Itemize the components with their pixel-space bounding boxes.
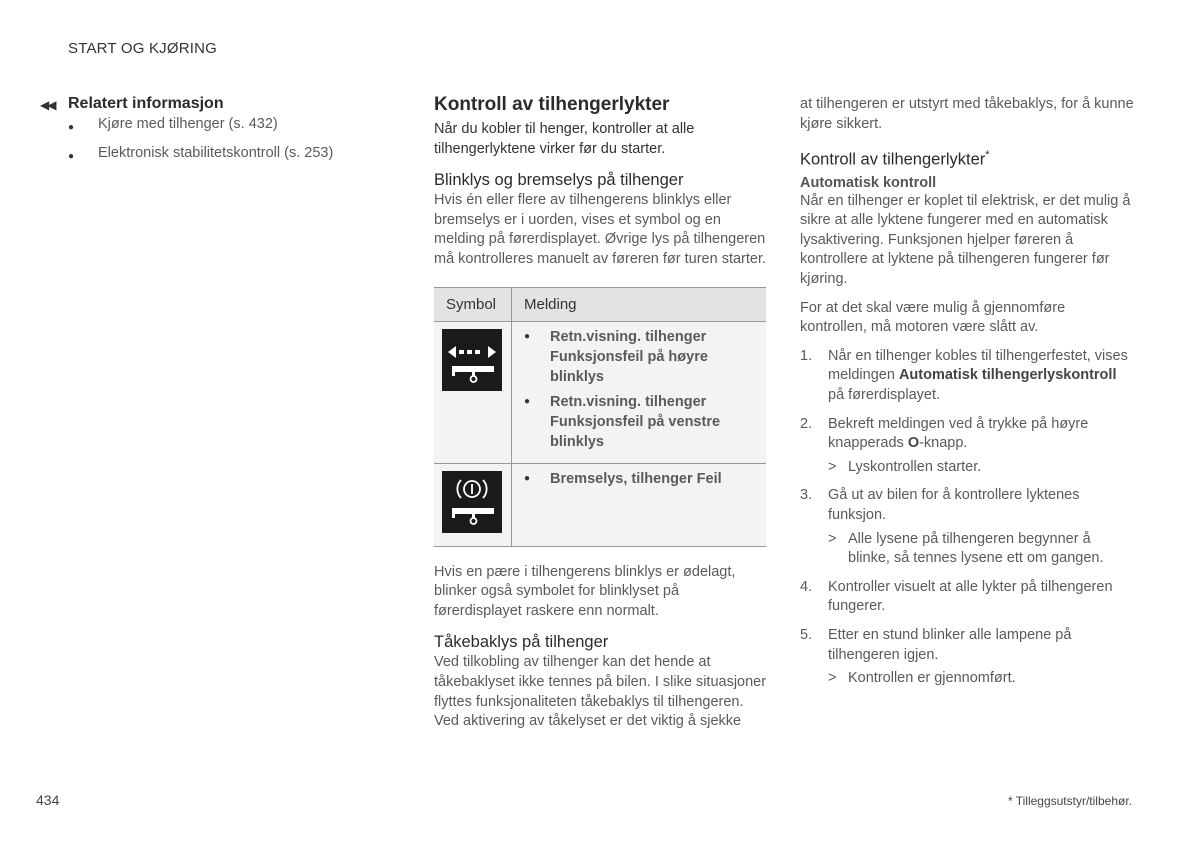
step-number: 5. [800,626,813,643]
turn-brake-text: Hvis én eller flere av tilhengerens blinklys eller bremselys er i uorden, vises et symbol og en melding på førerdisplayet. Øvrige lys på tilhengeren må kontrolleres manuelt av føreren før turen starter. [434,192,767,267]
step-item [800,486,1135,568]
step-number: 1. [800,347,813,364]
related-link-stability[interactable]: ● Elektronisk stabilitetskontroll (s. 253) [68,144,370,164]
related-info-title: Relatert informasjon [68,95,224,112]
column-main [434,94,769,732]
message-right-turn-fault: ● Retn.visning. tilhenger Funksjonsfeil på høyre blinklys [522,327,756,387]
table-header-symbol: Symbol [434,287,512,321]
trailer-brake-light-icon [442,471,502,533]
symbol-table [434,287,766,547]
step-item [800,626,1135,689]
auto-control-heading: Automatisk kontroll [800,174,937,191]
step-number: 2. [800,415,813,432]
related-info-icon: ◀◀ [40,98,55,112]
step-result: > Kontrollen er gjennomført. [828,669,1135,689]
step-message-name: Automatisk tilhengerlyskontroll [898,367,1117,384]
message-list [522,469,756,489]
related-list [68,115,370,163]
auto-check-title: Kontroll av tilhengerlykter [800,150,986,169]
turn-brake-heading: Blinklys og bremselys på tilhenger [434,171,684,190]
step-text: Gå ut av bilen for å kontrollere lyktenes funksjon. [828,487,1080,523]
step-text: Etter en stund blinker alle lampene på tilhengeren igjen. [828,626,1072,663]
fog-light-text: Ved tilkobling av tilhenger kan det hende at tåkebaklyset ikke tennes på bilen. I slike situasjoner flyttes funksjonaliteten tåkebaklys til tilhengeren. Ved aktivering av tåkelyset er det viktig å sjekke [434,654,767,730]
step-number: 3. [800,487,813,504]
after-table-text: Hvis en pære i tilhengerens blinklys er ødelagt, blinker også symbolet for blinklyset på førerdisplayet raskere enn normalt. [434,563,736,619]
step-text: Bekreft meldingen ved å trykke på høyre knapperads [828,415,1089,452]
condition-text: For at det skal være mulig å gjennomføre kontrollen, må motoren være slått av. [800,299,1066,336]
trailer-turn-signal-icon [442,329,502,391]
step-item [800,578,1135,617]
step-button-name: O [907,435,920,452]
related-info [40,95,370,163]
related-link-trailer[interactable]: ● Kjøre med tilhenger (s. 432) [68,115,370,135]
intro-text: Når du kobler til henger, kontroller at alle tilhengerlyktene virker før du starter. [434,121,695,157]
page-number: 434 [36,792,60,808]
article-title: Kontroll av tilhengerlykter [434,94,670,115]
column-right [800,95,1135,698]
section-header: START OG KJØRING [68,40,218,57]
step-text: Kontroller visuelt at alle lykter på tilhengeren fungerer. [828,578,1113,615]
table-header-message: Melding [512,287,767,321]
auto-check-heading [800,149,1135,170]
continuation-text: at tilhengeren er utstyrt med tåkebaklys, for å kunne kjøre sikkert. [800,96,1134,132]
table-row [434,321,766,463]
fog-light-heading: Tåkebaklys på tilhenger [434,633,609,652]
steps-list [800,347,1135,689]
step-result: > Lyskontrollen starter. [828,458,1135,478]
step-text-end: på førerdisplayet. [828,387,941,404]
step-text: Når en tilhenger kobles til tilhengerfestet, vises meldingen [828,347,1128,384]
message-left-turn-fault: ● Retn.visning. tilhenger Funksjonsfeil på venstre blinklys [522,392,756,452]
step-result: > Alle lysene på tilhengeren begynner å blinke, så tennes lysene ett om gangen. [828,530,1135,569]
message-brake-fault: ● Bremselys, tilhenger Feil [522,469,756,489]
step-text-end: -knapp. [919,435,968,452]
step-number: 4. [800,578,813,595]
step-item [800,415,1135,478]
message-list [522,327,756,452]
optional-equipment-mark: * [985,149,990,162]
auto-control-text: Når en tilhenger er koplet til elektrisk, er det mulig å sikre at alle lyktene fungerer med en automatisk lysaktivering. Funksjonen hjelper føreren å kontrollere at lyktene på tilhengeren fungerer før kjøring. [800,192,1131,288]
table-row [434,463,766,546]
step-item [800,347,1135,406]
footnote: * Tilleggsutstyr/tilbehør. [1007,794,1132,808]
